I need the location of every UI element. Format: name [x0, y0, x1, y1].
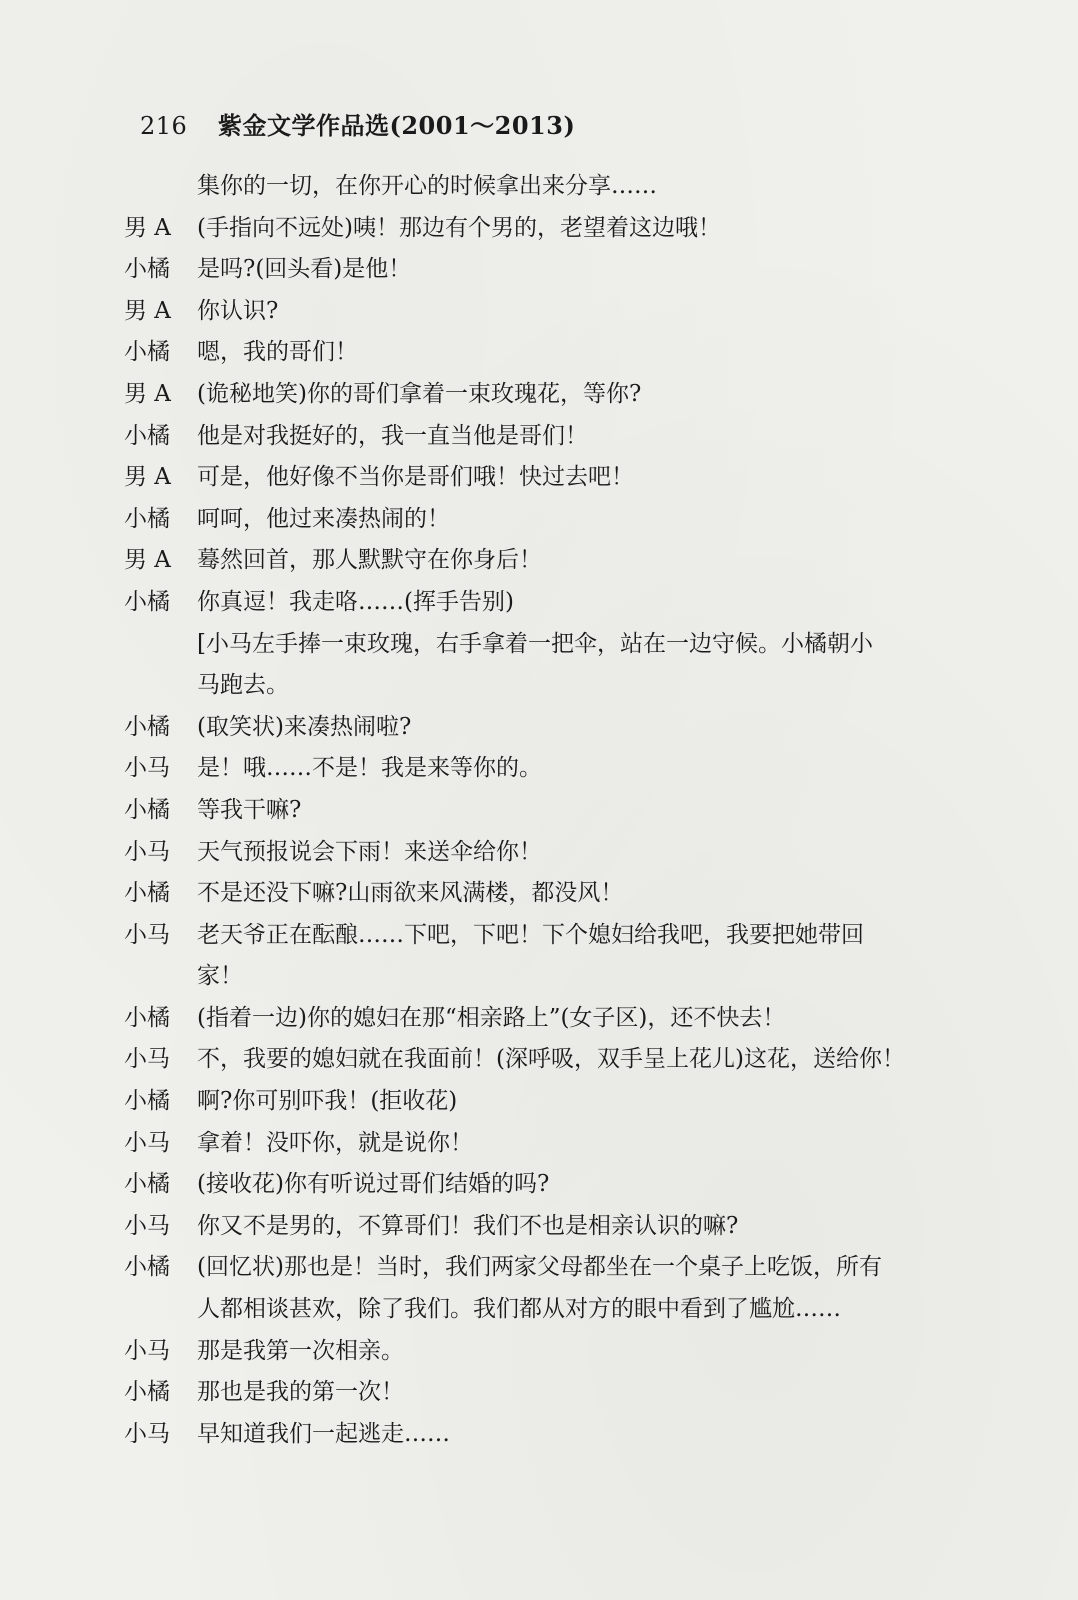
speaker: 小马: [124, 1337, 170, 1364]
line-text: 那也是我的第一次！: [197, 1379, 404, 1406]
speaker: 小马: [124, 755, 170, 782]
page-number: 216: [140, 112, 188, 140]
script-line: [0, 832, 1078, 874]
line-text: 是吗?(回头看)是他！: [197, 256, 412, 283]
page-header: [140, 106, 575, 141]
stage-direction: [0, 665, 1078, 707]
line-text: 可是，他好像不当你是哥们哦！快过去吧！: [197, 464, 634, 491]
line-text: 不，我要的媳妇就在我面前！(深呼吸，双手呈上花儿)这花，送给你！: [197, 1046, 905, 1073]
line-text: (指着一边)你的媳妇在那“相亲路上”(女子区)，还不快去！: [197, 1004, 786, 1031]
script-line: [0, 540, 1078, 582]
script-line: [0, 166, 1078, 208]
speaker: 男 A: [124, 464, 171, 491]
script-line: [0, 1372, 1078, 1414]
speaker: 小橘: [124, 588, 170, 615]
script-line: [0, 208, 1078, 250]
speaker: 小马: [124, 921, 170, 948]
script-line: [0, 748, 1078, 790]
script-line: [0, 873, 1078, 915]
script-line: [0, 790, 1078, 832]
book-title: 紫金文学作品选(2001～2013): [218, 111, 576, 140]
line-text: 等我干嘛?: [197, 796, 302, 823]
script-line: [0, 374, 1078, 416]
speaker: 男 A: [124, 380, 171, 407]
line-text: 不是还没下嘛?山雨欲来风满楼，都没风！: [197, 880, 624, 907]
line-text: 早知道我们一起逃走……: [197, 1420, 450, 1447]
line-text: 集你的一切，在你开心的时候拿出来分享……: [197, 173, 657, 199]
speaker: 小橘: [124, 1254, 170, 1281]
speaker: 小橘: [124, 256, 170, 283]
stage-direction: [0, 624, 1078, 666]
speaker: 男 A: [124, 297, 171, 324]
script-line: [0, 956, 1078, 998]
line-text: 呵呵，他过来凑热闹的！: [197, 505, 450, 532]
script-line: [0, 1289, 1078, 1331]
speaker: 小马: [124, 1420, 170, 1447]
line-text: 你又不是男的，不算哥们！我们不也是相亲认识的嘛?: [197, 1212, 739, 1239]
line-text: 蓦然回首，那人默默守在你身后！: [197, 547, 542, 574]
line-text: 马跑去。: [197, 672, 289, 699]
script-line: [0, 1414, 1078, 1456]
script-line: [0, 915, 1078, 957]
speaker: 男 A: [124, 214, 171, 241]
speaker: 小橘: [124, 880, 170, 907]
speaker: 小橘: [124, 505, 170, 532]
script-line: [0, 332, 1078, 374]
line-text: 你真逗！我走咯……(挥手告别): [197, 588, 514, 615]
line-text: 是！哦……不是！我是来等你的。: [197, 755, 542, 782]
line-text: (回忆状)那也是！当时，我们两家父母都坐在一个桌子上吃饭，所有: [197, 1254, 882, 1281]
speaker: 小橘: [124, 422, 170, 449]
script-line: [0, 1206, 1078, 1248]
line-text: (诡秘地笑)你的哥们拿着一束玫瑰花，等你?: [197, 380, 642, 407]
speaker: 小橘: [124, 1171, 170, 1198]
line-text: 嗯，我的哥们！: [197, 339, 358, 366]
line-text: 他是对我挺好的，我一直当他是哥们！: [197, 422, 588, 449]
script-line: [0, 1331, 1078, 1373]
line-text: (接收花)你有听说过哥们结婚的吗?: [197, 1171, 550, 1198]
script-line: [0, 1081, 1078, 1123]
speaker: 小马: [124, 1212, 170, 1239]
speaker: 小马: [124, 1046, 170, 1073]
line-text: 啊?你可别吓我！(拒收花): [197, 1088, 458, 1115]
line-text: 家！: [197, 963, 243, 990]
script-line: [0, 1164, 1078, 1206]
script-line: [0, 998, 1078, 1040]
speaker: 小橘: [124, 1379, 170, 1406]
script-line: [0, 1247, 1078, 1289]
line-text: 老天爷正在酝酿……下吧，下吧！下个媳妇给我吧，我要把她带回: [197, 921, 864, 948]
script-line: [0, 457, 1078, 499]
script-text: [0, 166, 1078, 1455]
speaker: 小马: [124, 838, 170, 865]
line-text: 人都相谈甚欢，除了我们。我们都从对方的眼中看到了尴尬……: [197, 1296, 841, 1323]
speaker: 小橘: [124, 339, 170, 366]
line-text: 那是我第一次相亲。: [197, 1337, 404, 1364]
line-text: 你认识?: [197, 297, 279, 324]
speaker: 小橘: [124, 713, 170, 740]
speaker: 小橘: [124, 796, 170, 823]
speaker: 小橘: [124, 1088, 170, 1115]
line-text: 天气预报说会下雨！来送伞给你！: [197, 838, 542, 865]
line-text: 拿着！没吓你，就是说你！: [197, 1129, 473, 1156]
script-line: [0, 499, 1078, 541]
line-text: (取笑状)来凑热闹啦?: [197, 713, 412, 740]
speaker: 小橘: [124, 1004, 170, 1031]
speaker: 男 A: [124, 547, 171, 574]
script-line: [0, 1123, 1078, 1165]
script-line: [0, 582, 1078, 624]
script-line: [0, 1039, 1078, 1081]
line-text: (手指向不远处)咦！那边有个男的，老望着这边哦！: [197, 214, 721, 241]
script-line: [0, 291, 1078, 333]
speaker: 小马: [124, 1129, 170, 1156]
script-line: [0, 416, 1078, 458]
script-line: [0, 707, 1078, 749]
script-line: [0, 249, 1078, 291]
line-text: [小马左手捧一束玫瑰，右手拿着一把伞，站在一边守候。小橘朝小: [197, 630, 873, 657]
